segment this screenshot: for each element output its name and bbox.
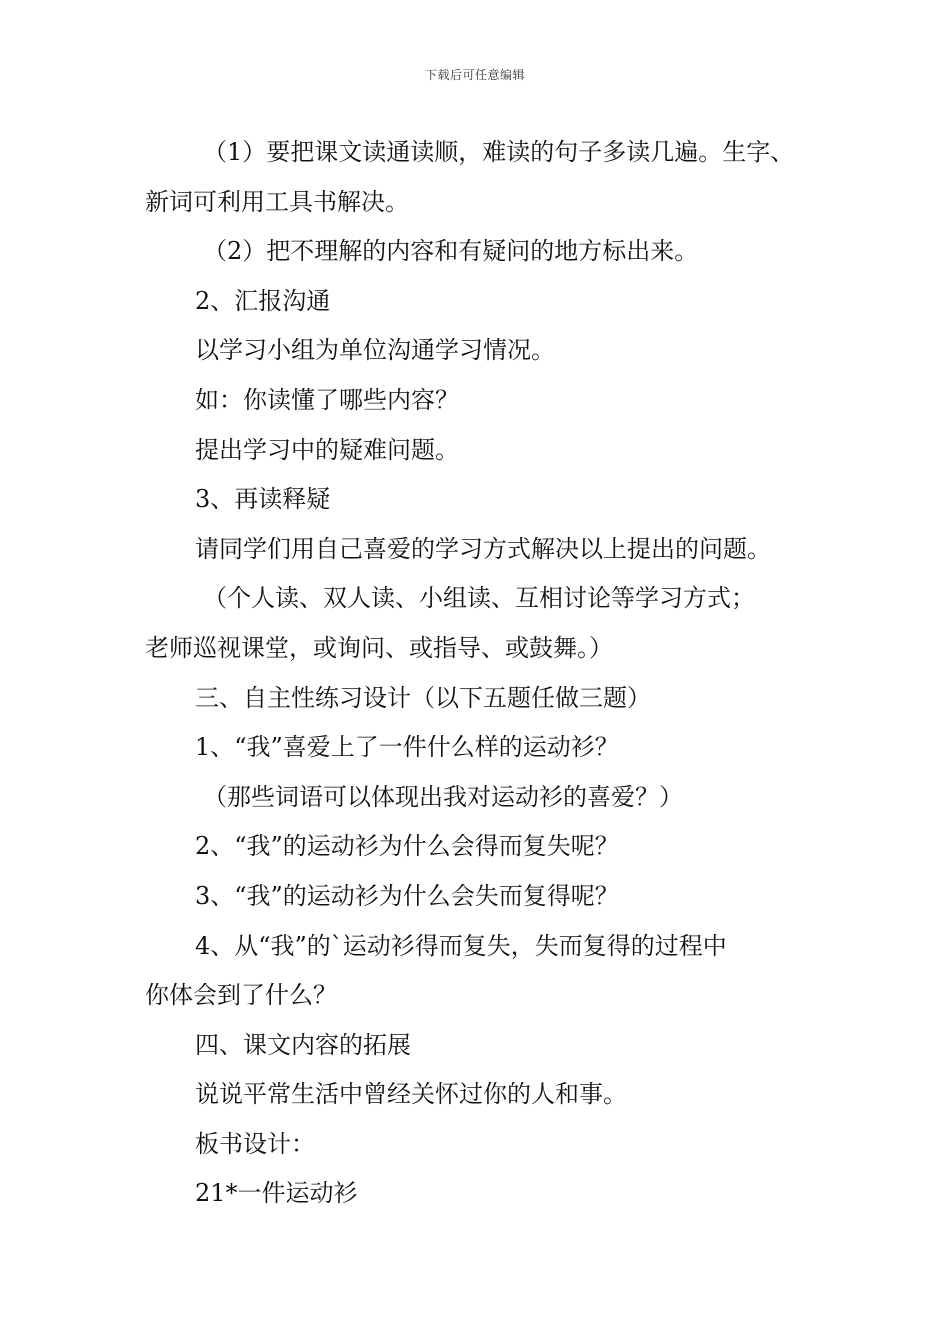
question-line: 2、“我”的运动衫为什么会得而复失呢？ (195, 832, 619, 861)
question-line: 3、“我”的运动衫为什么会失而复得呢？ (195, 881, 619, 910)
question-line: 你体会到了什么？ (145, 981, 337, 1010)
paragraph-line: （2）把不理解的内容和有疑问的地方标出来。 (203, 237, 699, 266)
question-line: （那些词语可以体现出我对运动衫的喜爱？） (203, 782, 683, 811)
section-heading: 2、汇报沟通 (195, 286, 331, 315)
section-heading: 三、自主性练习设计（以下五题任做三题） (195, 683, 651, 712)
section-heading: 四、课文内容的拓展 (195, 1030, 411, 1059)
document-body (145, 128, 815, 1219)
paragraph-line: 老师巡视课堂，或询问、或指导、或鼓舞。） (145, 633, 613, 662)
question-line: 1、“我”喜爱上了一件什么样的运动衫？ (195, 733, 619, 762)
section-heading: 3、再读释疑 (195, 485, 331, 514)
paragraph-line: 请同学们用自己喜爱的学习方式解决以上提出的问题。 (195, 534, 771, 563)
paragraph-line: 如：你读懂了哪些内容？ (195, 385, 459, 414)
paragraph-line: 说说平常生活中曾经关怀过你的人和事。 (195, 1080, 627, 1109)
paragraph-line: 新词可利用工具书解决。 (145, 187, 409, 216)
question-line: 4、从“我”的`运动衫得而复失，失而复得的过程中 (195, 931, 727, 960)
page-header-note: 下载后可任意编辑 (424, 68, 525, 82)
paragraph-line: 提出学习中的疑难问题。 (195, 435, 459, 464)
paragraph-line: （个人读、双人读、小组读、互相讨论等学习方式； (203, 584, 755, 613)
paragraph-line: 21*一件运动衫 (195, 1179, 358, 1208)
paragraph-line: 板书设计： (195, 1129, 315, 1158)
paragraph-line: 以学习小组为单位沟通学习情况。 (195, 336, 555, 365)
paragraph-line: （1）要把课文读通读顺，难读的句子多读几遍。生字、 (203, 138, 795, 166)
